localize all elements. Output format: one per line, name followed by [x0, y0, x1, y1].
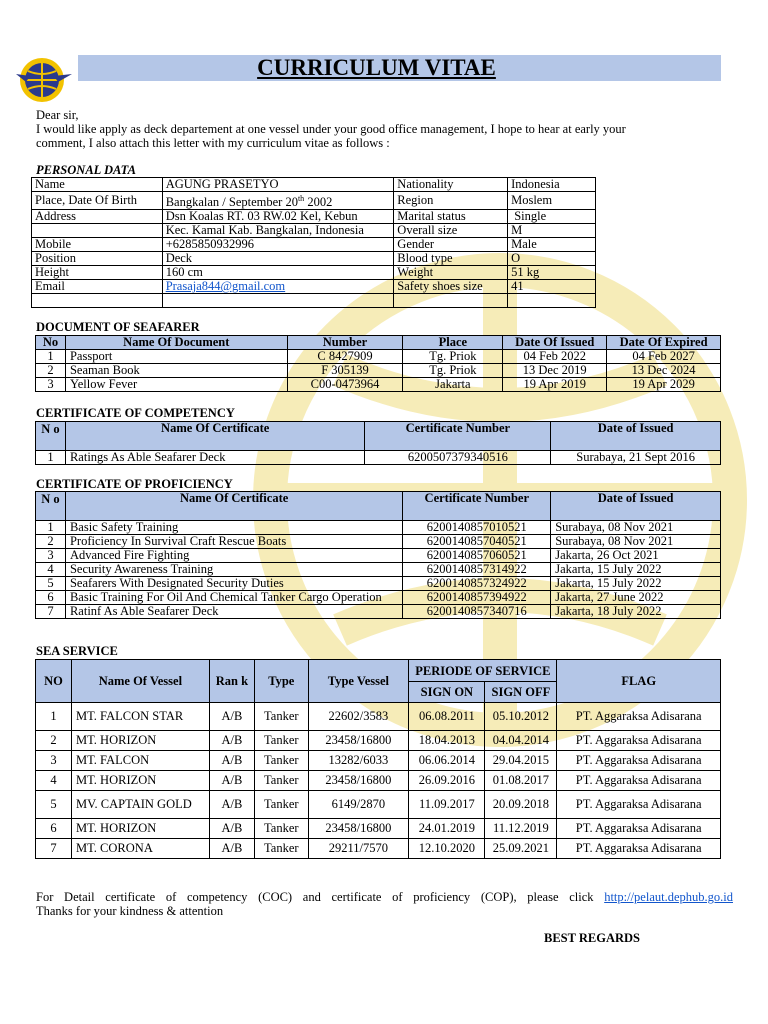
cell: MT. CORONA — [71, 839, 209, 859]
cell — [508, 294, 596, 308]
cell: Tanker — [255, 731, 308, 751]
column-header: Date of Issued — [551, 422, 721, 451]
cell: 7 — [36, 605, 66, 619]
email-link[interactable]: Prasaja844@gmail.com — [165, 279, 286, 294]
column-header: Place — [403, 336, 503, 350]
cell: Nationality — [394, 178, 508, 192]
cell: PT. Aggaraksa Adisarana — [557, 791, 721, 819]
cell: 29.04.2015 — [485, 751, 557, 771]
table-row — [36, 605, 721, 619]
cell: Male — [508, 238, 596, 252]
table-row — [32, 224, 596, 238]
cell: 4 — [36, 771, 72, 791]
cell: 6 — [36, 819, 72, 839]
cell: Deck — [162, 252, 394, 266]
column-header: Number — [287, 336, 403, 350]
table-row — [36, 451, 721, 465]
cell: Seaman Book — [65, 364, 287, 378]
cell: Kec. Kamal Kab. Bangkalan, Indonesia — [162, 224, 394, 238]
greeting: Dear sir, — [36, 108, 79, 122]
cell: MT. FALCON STAR — [71, 703, 209, 731]
cell: A/B — [209, 819, 254, 839]
cell: A/B — [209, 731, 254, 751]
cell: Address — [32, 210, 163, 224]
column-header: Name Of Certificate — [65, 422, 364, 451]
cell: Jakarta, 15 July 2022 — [551, 563, 721, 577]
table-row — [36, 771, 721, 791]
table-row — [32, 266, 596, 280]
regards-text: BEST REGARDS — [544, 931, 640, 945]
personal-data-table — [31, 177, 596, 308]
cell: Tg. Priok — [403, 350, 503, 364]
dob-text: Bangkalan / September 20 — [165, 195, 298, 210]
cell: 6200140857324922 — [403, 577, 551, 591]
cell: 1 — [36, 451, 66, 465]
sea-service-table — [35, 659, 721, 859]
table-header-row — [36, 492, 721, 521]
table-row — [36, 703, 721, 731]
page-title: CURRICULUM VITAE — [257, 55, 496, 80]
documents-heading: DOCUMENT OF SEAFARER — [36, 320, 200, 334]
cell: 41 — [508, 280, 596, 294]
cell: 06.08.2011 — [409, 703, 485, 731]
cell: 6200507379340516 — [365, 451, 551, 465]
cell: C 8427909 — [287, 350, 403, 364]
column-header: Ran k — [209, 660, 254, 703]
cell: 18.04.2013 — [409, 731, 485, 751]
cell: 7 — [36, 839, 72, 859]
cell: Security Awareness Training — [65, 563, 402, 577]
cell: 20.09.2018 — [485, 791, 557, 819]
table-row — [32, 178, 596, 192]
cell: Marital status — [394, 210, 508, 224]
column-header: SIGN ON — [409, 682, 485, 703]
table-row — [36, 378, 721, 392]
cell: 06.06.2014 — [409, 751, 485, 771]
cell: MT. HORIZON — [71, 731, 209, 751]
cell: AGUNG PRASETYO — [162, 178, 394, 192]
cell: 3 — [36, 751, 72, 771]
column-header: SIGN OFF — [485, 682, 557, 703]
column-header: No — [36, 336, 66, 350]
table-row — [36, 563, 721, 577]
cell: Basic Training For Oil And Chemical Tanker Cargo Operation — [65, 591, 402, 605]
cell: 04 Feb 2022 — [503, 350, 607, 364]
proficiency-table — [35, 491, 721, 619]
cell: Single — [508, 210, 596, 224]
cell: 6200140857060521 — [403, 549, 551, 563]
detail-paragraph — [36, 890, 733, 904]
competency-table — [35, 421, 721, 465]
cell: Tanker — [255, 703, 308, 731]
cell: Ratings As Able Seafarer Deck — [65, 451, 364, 465]
column-header: PERIODE OF SERVICE — [409, 660, 557, 682]
cell: Jakarta, 18 July 2022 — [551, 605, 721, 619]
cell: 3 — [36, 549, 66, 563]
cell: Tanker — [255, 819, 308, 839]
column-header: NO — [36, 660, 72, 703]
cell: Gender — [394, 238, 508, 252]
cell: Moslem — [508, 192, 596, 210]
cell: F 305139 — [287, 364, 403, 378]
column-header: Date Of Issued — [503, 336, 607, 350]
cell: 1 — [36, 703, 72, 731]
cell: MT. HORIZON — [71, 771, 209, 791]
cell: Position — [32, 252, 163, 266]
table-header-row — [36, 336, 721, 350]
cell: +6285850932996 — [162, 238, 394, 252]
ministry-logo-icon — [14, 52, 74, 108]
column-header: Date of Issued — [551, 492, 721, 521]
thanks-text: Thanks for your kindness & attention — [36, 904, 224, 918]
sea-service-heading: SEA SERVICE — [36, 644, 118, 658]
cell: 04 Feb 2027 — [607, 350, 721, 364]
cell — [32, 224, 163, 238]
cell: 22602/3583 — [308, 703, 409, 731]
cell: 5 — [36, 577, 66, 591]
intro-line-2: comment, I also attach this letter with my curriculum vitae as follows : — [36, 136, 390, 150]
cell: Indonesia — [508, 178, 596, 192]
cell: 2 — [36, 364, 66, 378]
cell — [162, 192, 394, 210]
cell: 160 cm — [162, 266, 394, 280]
column-header: Name Of Certificate — [65, 492, 402, 521]
cell: 11.09.2017 — [409, 791, 485, 819]
cell — [32, 294, 163, 308]
table-row — [32, 280, 596, 294]
table-header-row — [36, 660, 721, 682]
cell: MV. CAPTAIN GOLD — [71, 791, 209, 819]
cell: 13 Dec 2019 — [503, 364, 607, 378]
cell — [162, 280, 394, 294]
cell: Height — [32, 266, 163, 280]
cell: Proficiency In Survival Craft Rescue Boats — [65, 535, 402, 549]
cell: PT. Aggaraksa Adisarana — [557, 839, 721, 859]
table-row — [36, 791, 721, 819]
cell: 6149/2870 — [308, 791, 409, 819]
table-row — [36, 591, 721, 605]
cell: PT. Aggaraksa Adisarana — [557, 703, 721, 731]
cell: Jakarta, 27 June 2022 — [551, 591, 721, 605]
cell: Ratinf As Able Seafarer Deck — [65, 605, 402, 619]
table-row — [32, 192, 596, 210]
table-row — [32, 238, 596, 252]
column-header: Certificate Number — [365, 422, 551, 451]
cell: O — [508, 252, 596, 266]
cell: Surabaya, 08 Nov 2021 — [551, 535, 721, 549]
cell: 13282/6033 — [308, 751, 409, 771]
cell: MT. HORIZON — [71, 819, 209, 839]
cell: 23458/16800 — [308, 819, 409, 839]
cell: 5 — [36, 791, 72, 819]
column-header: Name Of Vessel — [71, 660, 209, 703]
cell: 6200140857314922 — [403, 563, 551, 577]
cell: Basic Safety Training — [65, 521, 402, 535]
dob-year: 2002 — [304, 195, 333, 210]
table-row — [36, 819, 721, 839]
cell: PT. Aggaraksa Adisarana — [557, 751, 721, 771]
cell: 2 — [36, 731, 72, 751]
cell: PT. Aggaraksa Adisarana — [557, 819, 721, 839]
cell: Seafarers With Designated Security Duties — [65, 577, 402, 591]
cell: A/B — [209, 839, 254, 859]
cell: Tg. Priok — [403, 364, 503, 378]
cell: 1 — [36, 350, 66, 364]
column-header: Type Vessel — [308, 660, 409, 703]
column-header: N o — [36, 422, 66, 451]
cell — [394, 294, 508, 308]
cell: 12.10.2020 — [409, 839, 485, 859]
cell: 3 — [36, 378, 66, 392]
cell — [162, 294, 394, 308]
cell: Tanker — [255, 839, 308, 859]
cell: A/B — [209, 771, 254, 791]
table-row — [36, 350, 721, 364]
table-row — [36, 839, 721, 859]
cell: 23458/16800 — [308, 731, 409, 751]
table-row — [36, 549, 721, 563]
cell: Overall size — [394, 224, 508, 238]
column-header: Certificate Number — [403, 492, 551, 521]
column-header: Type — [255, 660, 308, 703]
cell: Tanker — [255, 751, 308, 771]
personal-data-heading: PERSONAL DATA — [36, 163, 136, 177]
cell: 25.09.2021 — [485, 839, 557, 859]
cell: M — [508, 224, 596, 238]
pelaut-link[interactable]: http://pelaut.dephub.go.id — [604, 890, 733, 904]
cell: 6200140857040521 — [403, 535, 551, 549]
table-row — [36, 521, 721, 535]
cell: Email — [32, 280, 163, 294]
cell: Blood type — [394, 252, 508, 266]
cell: Tanker — [255, 771, 308, 791]
cell: Jakarta, 26 Oct 2021 — [551, 549, 721, 563]
cell: 11.12.2019 — [485, 819, 557, 839]
cell: Safety shoes size — [394, 280, 508, 294]
dob-sup: th — [297, 194, 305, 203]
cell: 13 Dec 2024 — [607, 364, 721, 378]
cell: 19 Apr 2019 — [503, 378, 607, 392]
cell: Place, Date Of Birth — [32, 192, 163, 210]
cell: Jakarta, 15 July 2022 — [551, 577, 721, 591]
table-row — [32, 252, 596, 266]
cell: 51 kg — [508, 266, 596, 280]
table-row — [32, 294, 596, 308]
cell: Name — [32, 178, 163, 192]
cell: Dsn Koalas RT. 03 RW.02 Kel, Kebun — [162, 210, 394, 224]
intro-line-1: I would like apply as deck departement at one vessel under your good office management, I hope to hear at early your — [36, 122, 626, 136]
cell: Surabaya, 08 Nov 2021 — [551, 521, 721, 535]
table-row — [36, 751, 721, 771]
cell: Mobile — [32, 238, 163, 252]
cell: Weight — [394, 266, 508, 280]
table-row — [36, 535, 721, 549]
column-header: FLAG — [557, 660, 721, 703]
cell: PT. Aggaraksa Adisarana — [557, 731, 721, 751]
cell: 05.10.2012 — [485, 703, 557, 731]
cell: 26.09.2016 — [409, 771, 485, 791]
cell: 24.01.2019 — [409, 819, 485, 839]
table-header-row — [36, 422, 721, 451]
column-header: N o — [36, 492, 66, 521]
cell: 04.04.2014 — [485, 731, 557, 751]
cell: PT. Aggaraksa Adisarana — [557, 771, 721, 791]
column-header: Name Of Document — [65, 336, 287, 350]
cell: 6200140857340716 — [403, 605, 551, 619]
cell: Advanced Fire Fighting — [65, 549, 402, 563]
cell: 6200140857394922 — [403, 591, 551, 605]
cell: MT. FALCON — [71, 751, 209, 771]
cell: 6200140857010521 — [403, 521, 551, 535]
cell: 6 — [36, 591, 66, 605]
cell: Jakarta — [403, 378, 503, 392]
cell: Passport — [65, 350, 287, 364]
cell: 29211/7570 — [308, 839, 409, 859]
cell: 23458/16800 — [308, 771, 409, 791]
cell: Yellow Fever — [65, 378, 287, 392]
cell: C00-0473964 — [287, 378, 403, 392]
cell: 01.08.2017 — [485, 771, 557, 791]
column-header: Date Of Expired — [607, 336, 721, 350]
proficiency-heading: CERTIFICATE OF PROFICIENCY — [36, 477, 233, 491]
cell: A/B — [209, 791, 254, 819]
cell: Region — [394, 192, 508, 210]
documents-table — [35, 335, 721, 392]
detail-text: For Detail certificate of competency (COC) and certificate of proficiency (COP), please click — [36, 890, 594, 904]
cell: 1 — [36, 521, 66, 535]
cell: 2 — [36, 535, 66, 549]
table-row — [32, 210, 596, 224]
competency-heading: CERTIFICATE OF COMPETENCY — [36, 406, 235, 420]
table-row — [36, 731, 721, 751]
table-row — [36, 577, 721, 591]
cell: 4 — [36, 563, 66, 577]
table-row — [36, 364, 721, 378]
cell: Surabaya, 21 Sept 2016 — [551, 451, 721, 465]
cell: A/B — [209, 751, 254, 771]
cell: Tanker — [255, 791, 308, 819]
cell: 19 Apr 2029 — [607, 378, 721, 392]
cell: A/B — [209, 703, 254, 731]
